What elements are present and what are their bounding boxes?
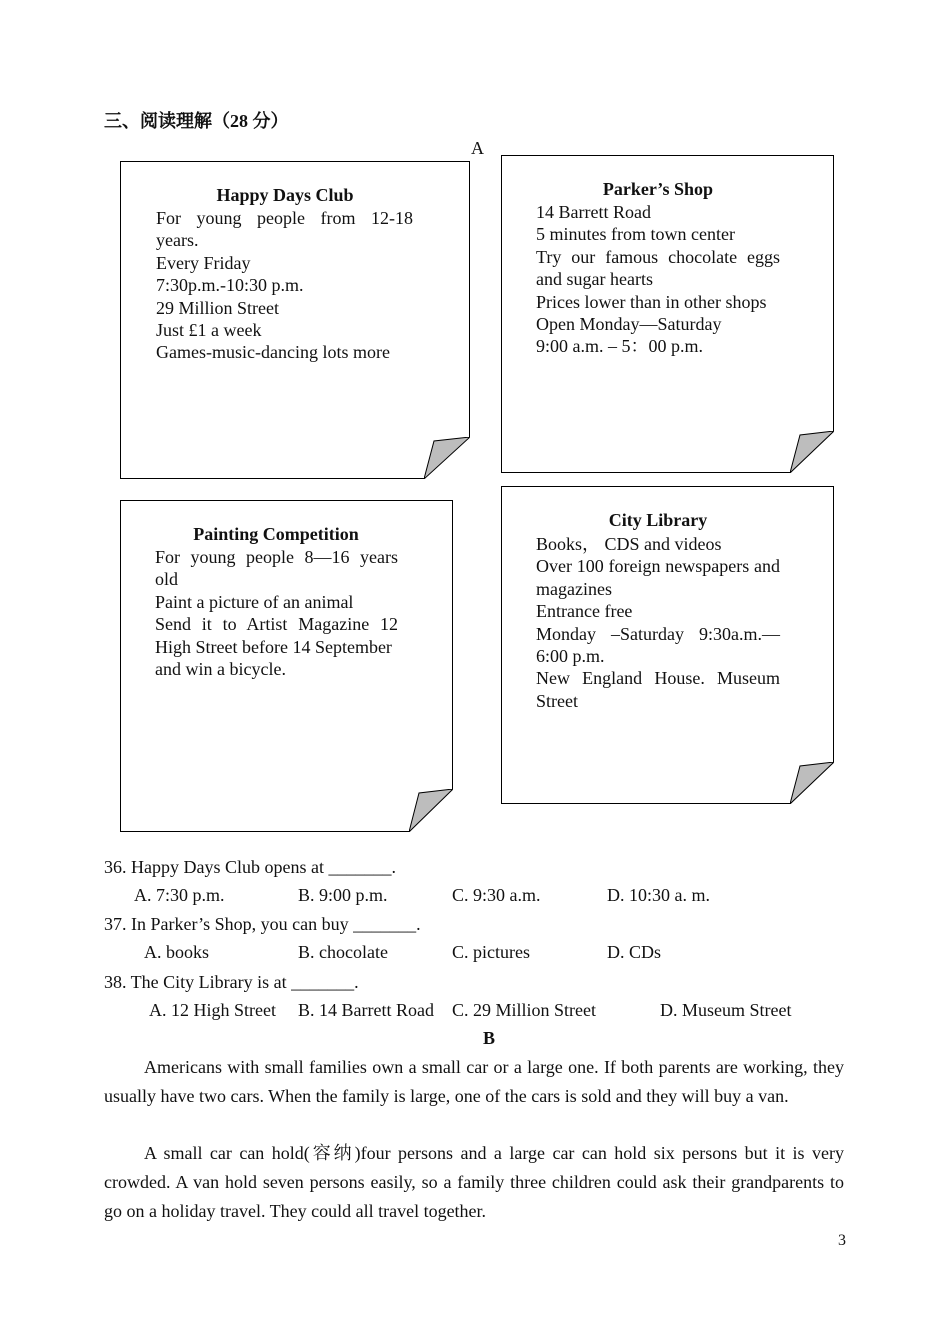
page-curl-icon — [424, 437, 470, 479]
notice-happy-days-club — [120, 161, 470, 479]
option-38-a: A. 12 High Street — [149, 1000, 276, 1020]
notice-line: Paint a picture of an animal — [155, 591, 354, 612]
passage-b-paragraph-2 — [104, 1139, 844, 1226]
notice-title: Happy Days Club — [216, 185, 354, 205]
notice-city-library — [501, 486, 834, 804]
option-38-c: C. 29 Million Street — [452, 1000, 596, 1020]
notice-body — [155, 546, 398, 680]
notice-line: 29 Million Street — [156, 297, 279, 318]
notice-line: Games-music-dancing lots more — [156, 342, 390, 363]
notice-line: Send it to Artist Magazine 12 High Street before 14 September — [155, 614, 398, 657]
notice-line: 14 Barrett Road — [536, 202, 651, 222]
part-a-label: A — [471, 138, 484, 158]
option-37-d: D. CDs — [607, 942, 662, 962]
notice-body — [536, 533, 780, 712]
notice-line: Try our famous chocolate eggs and sugar hearts — [536, 246, 780, 290]
option-36-d: D. 10:30 a. m. — [607, 885, 710, 905]
notice-line: Open Monday—Saturday — [536, 314, 722, 335]
notice-body — [156, 207, 413, 364]
notice-line: Prices lower than in other shops — [536, 291, 767, 312]
notice-painting-competition — [120, 500, 453, 832]
notice-line: New England House. Museum Street — [536, 668, 780, 711]
paragraph-text: A small car can hold(容纳)four persons and a large car can hold six persons but it is very crowded. A van hold seven persons easily, so a family three children could ask their grandparents to go on a holiday travel. They could all travel together. — [104, 1143, 844, 1221]
option-38-b: B. 14 Barrett Road — [298, 1000, 434, 1020]
notice-parkers-shop — [501, 155, 834, 473]
notice-line: 7:30p.m.-10:30 p.m. — [156, 275, 304, 296]
section-title: 三、阅读理解（28 分） — [104, 111, 289, 131]
page-curl-icon — [409, 789, 453, 832]
paragraph-text: Americans with small families own a small car or a large one. If both parents are working, they usually have two cars. When the family is large, one of the cars is sold and they will buy a van. — [104, 1057, 844, 1106]
page-curl-icon — [790, 762, 834, 804]
question-37: 37. In Parker’s Shop, you can buy _______. — [104, 914, 421, 934]
notice-line: 9:00 a.m. – 5：00 p.m. — [536, 336, 703, 357]
option-38-d: D. Museum Street — [660, 1000, 792, 1020]
notice-line: For young people 8—16 years old — [155, 547, 398, 590]
option-37-b: B. chocolate — [298, 942, 388, 962]
page-curl-icon — [790, 431, 834, 473]
question-36: 36. Happy Days Club opens at _______. — [104, 857, 396, 877]
notice-line: Monday –Saturday 9:30a.m.—6:00 p.m. — [536, 623, 780, 667]
option-36-a: A. 7:30 p.m. — [134, 885, 225, 905]
notice-line: and win a bicycle. — [155, 659, 286, 680]
notice-line: Books， CDS and videos — [536, 534, 722, 554]
notice-line: For young people from 12-18 years. — [156, 208, 413, 251]
option-36-c: C. 9:30 a.m. — [452, 885, 541, 905]
notice-title: Parker’s Shop — [602, 179, 714, 199]
question-38: 38. The City Library is at _______. — [104, 972, 359, 992]
option-37-c: C. pictures — [452, 942, 530, 962]
option-36-b: B. 9:00 p.m. — [298, 885, 388, 905]
part-b-label: B — [483, 1028, 496, 1048]
page-number: 3 — [838, 1232, 846, 1249]
notice-body — [536, 201, 780, 358]
notice-line: Just £1 a week — [156, 320, 262, 341]
notice-line: Every Friday — [156, 252, 251, 273]
passage-b-paragraph-1 — [104, 1053, 844, 1111]
notice-title: City Library — [608, 510, 708, 530]
notice-title: Painting Competition — [193, 524, 359, 544]
notice-line: 5 minutes from town center — [536, 224, 735, 245]
notice-line: Over 100 foreign newspapers and magazines — [536, 556, 780, 599]
notice-line: Entrance free — [536, 601, 633, 622]
option-37-a: A. books — [144, 942, 210, 962]
